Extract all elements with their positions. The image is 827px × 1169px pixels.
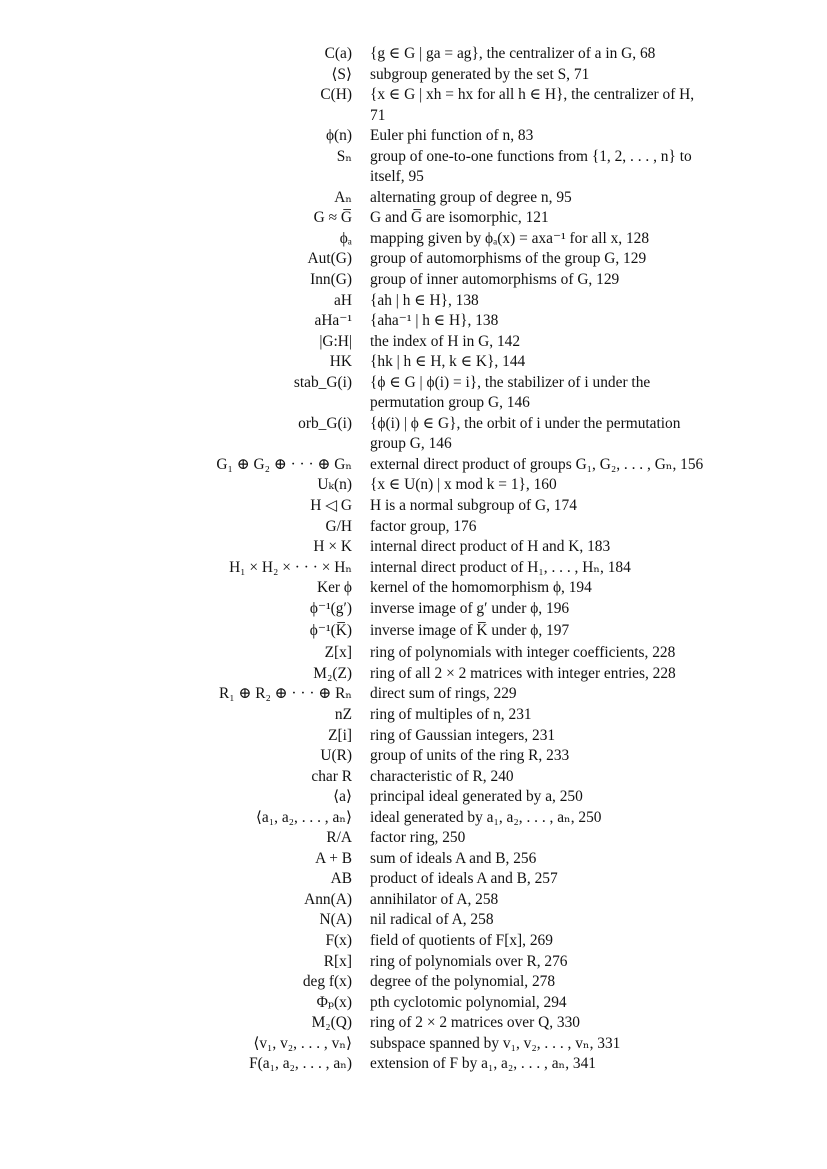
description: external direct product of groups G₁, G₂, . . . , Gₙ, 156 — [370, 455, 704, 473]
symbol-row — [0, 931, 705, 952]
symbol: Z[x] — [324, 644, 352, 662]
symbol: orb_G(i) — [298, 414, 352, 432]
symbol: ϕₐ — [339, 229, 352, 247]
description: factor ring, 250 — [370, 829, 466, 847]
symbol-row — [0, 1013, 705, 1034]
symbol-row — [0, 558, 705, 579]
symbol: ⟨v₁, v₂, . . . , vₙ⟩ — [253, 1034, 352, 1052]
symbol-row — [0, 270, 705, 291]
description: {ϕ ∈ G | ϕ(i) = i}, the stabilizer of i under the permutation group G, 146 — [370, 373, 651, 412]
symbol: R[x] — [323, 952, 352, 970]
description: product of ideals A and B, 257 — [370, 870, 558, 888]
symbol: Ann(A) — [304, 890, 352, 908]
symbol: ⟨a⟩ — [333, 788, 352, 806]
symbol: aH — [334, 291, 352, 309]
symbol-list-page — [0, 44, 827, 1075]
description: subspace spanned by v₁, v₂, . . . , vₙ, 331 — [370, 1034, 621, 1052]
symbol: deg f(x) — [302, 973, 352, 991]
symbol-row — [0, 188, 705, 209]
symbol: H ◁ G — [310, 497, 352, 515]
symbol-row — [0, 475, 705, 496]
symbol: C(a) — [324, 45, 352, 62]
symbol: ⟨S⟩ — [331, 65, 352, 83]
symbol-row — [0, 496, 705, 517]
symbol: |G:H| — [319, 332, 352, 350]
symbol: G ≈ G̅ — [313, 209, 352, 227]
symbol: F(a₁, a₂, . . . , aₙ) — [249, 1055, 352, 1073]
description: kernel of the homomorphism ϕ, 194 — [370, 579, 592, 597]
symbol: Ker ϕ — [316, 579, 352, 597]
symbol: F(x) — [325, 931, 352, 949]
symbol-row — [0, 1054, 705, 1075]
symbol: stab_G(i) — [293, 373, 352, 391]
description: ring of Gaussian integers, 231 — [370, 726, 556, 744]
symbol: Uₖ(n) — [317, 476, 352, 494]
symbol-row — [0, 208, 705, 229]
description: subgroup generated by the set S, 71 — [370, 65, 590, 83]
symbol-row — [0, 249, 705, 270]
symbol-row — [0, 808, 705, 829]
description: ring of multiples of n, 231 — [370, 705, 532, 723]
symbol-row — [0, 910, 705, 931]
symbol-row — [0, 65, 705, 86]
description: group of automorphisms of the group G, 129 — [370, 250, 647, 268]
description: extension of F by a₁, a₂, . . . , aₙ, 341 — [370, 1055, 596, 1073]
symbol-row — [0, 849, 705, 870]
description: group of units of the ring R, 233 — [370, 747, 570, 765]
symbol-row — [0, 229, 705, 250]
symbol-row — [0, 373, 705, 414]
description: ring of all 2 × 2 matrices with integer entries, 228 — [370, 664, 676, 682]
description: characteristic of R, 240 — [370, 767, 514, 785]
symbol: Aut(G) — [307, 250, 352, 268]
symbol-row — [0, 352, 705, 373]
symbol: AB — [330, 870, 352, 888]
description: degree of the polynomial, 278 — [370, 973, 556, 991]
symbol: M₂(Q) — [311, 1014, 352, 1032]
symbol: R/A — [326, 829, 352, 847]
symbol-row — [0, 332, 705, 353]
description: direct sum of rings, 229 — [370, 685, 517, 703]
description: G and G̅ are isomorphic, 121 — [370, 209, 549, 227]
symbol: M₂(Z) — [313, 664, 352, 682]
symbol: ϕ⁻¹(K̅) — [309, 622, 352, 640]
symbol: H₁ × H₂ × · · · × Hₙ — [229, 558, 352, 576]
symbol-row — [0, 619, 705, 643]
description: group of inner automorphisms of G, 129 — [370, 271, 620, 289]
symbol-table-body — [0, 44, 705, 1075]
symbol-row — [0, 126, 705, 147]
symbol: G₁ ⊕ G₂ ⊕ · · · ⊕ Gₙ — [216, 455, 352, 473]
symbol-row — [0, 767, 705, 788]
symbol-row — [0, 291, 705, 312]
description: inverse image of K̅ under ϕ, 197 — [370, 622, 570, 640]
symbol-row — [0, 537, 705, 558]
description: {x ∈ U(n) | x mod k = 1}, 160 — [370, 476, 557, 494]
symbol-row — [0, 684, 705, 705]
description: {ϕ(i) | ϕ ∈ G}, the orbit of i under the permutation group G, 146 — [370, 414, 681, 453]
symbol: A + B — [315, 849, 352, 867]
description: {aha⁻¹ | h ∈ H}, 138 — [370, 312, 499, 330]
description: internal direct product of H and K, 183 — [370, 538, 611, 556]
description: {hk | h ∈ H, k ∈ K}, 144 — [370, 353, 526, 371]
symbol-row — [0, 517, 705, 538]
symbol: N(A) — [319, 911, 352, 929]
description: sum of ideals A and B, 256 — [370, 849, 537, 867]
description: Euler phi function of n, 83 — [370, 127, 534, 145]
symbol-row — [0, 664, 705, 685]
symbol-row — [0, 890, 705, 911]
symbol: Aₙ — [334, 188, 352, 206]
symbol-row — [0, 869, 705, 890]
description: {x ∈ G | xh = hx for all h ∈ H}, the centralizer of H, 71 — [370, 86, 695, 124]
description: the index of H in G, 142 — [370, 332, 521, 350]
symbol-row — [0, 599, 705, 620]
symbol-row — [0, 828, 705, 849]
symbol-row — [0, 993, 705, 1014]
symbol: C(H) — [320, 86, 352, 104]
symbol-row — [0, 726, 705, 747]
symbol-row — [0, 1034, 705, 1055]
description: nil radical of A, 258 — [370, 911, 494, 929]
symbol-row — [0, 578, 705, 599]
symbol: ⟨a₁, a₂, . . . , aₙ⟩ — [255, 808, 352, 826]
symbol: char R — [311, 767, 352, 785]
description: ring of 2 × 2 matrices over Q, 330 — [370, 1014, 580, 1032]
symbol: HK — [329, 353, 352, 371]
symbol: ϕ⁻¹(g′) — [309, 599, 352, 617]
symbol-row — [0, 787, 705, 808]
symbol-row — [0, 972, 705, 993]
symbol: Φₚ(x) — [316, 993, 352, 1011]
symbol-row — [0, 705, 705, 726]
symbol-row — [0, 311, 705, 332]
description: group of one-to-one functions from {1, 2, . . . , n} to itself, 95 — [370, 147, 692, 186]
description: {ah | h ∈ H}, 138 — [370, 291, 479, 309]
symbol-row — [0, 643, 705, 664]
symbol-row — [0, 414, 705, 455]
description: annihilator of A, 258 — [370, 890, 499, 908]
description: alternating group of degree n, 95 — [370, 188, 572, 206]
description: internal direct product of H₁, . . . , Hₙ, 184 — [370, 558, 631, 576]
description: {g ∈ G | ga = ag}, the centralizer of a in G, 68 — [370, 45, 656, 62]
symbol: R₁ ⊕ R₂ ⊕ · · · ⊕ Rₙ — [218, 685, 352, 703]
description: inverse image of g′ under ϕ, 196 — [370, 599, 570, 617]
symbol-row — [0, 44, 705, 65]
symbol-row — [0, 746, 705, 767]
symbol-row — [0, 952, 705, 973]
description: ring of polynomials with integer coefficients, 228 — [370, 644, 676, 662]
symbol: Inn(G) — [310, 271, 352, 289]
symbol: G/H — [325, 517, 352, 535]
symbol-row — [0, 147, 705, 188]
symbol: H × K — [313, 538, 352, 556]
description: field of quotients of F[x], 269 — [370, 931, 553, 949]
symbol-row — [0, 85, 705, 126]
symbol: Sₙ — [336, 147, 352, 165]
symbol: nZ — [334, 705, 352, 723]
description: ideal generated by a₁, a₂, . . . , aₙ, 250 — [370, 808, 602, 826]
description: principal ideal generated by a, 250 — [370, 788, 583, 806]
description: factor group, 176 — [370, 517, 477, 535]
description: ring of polynomials over R, 276 — [370, 952, 568, 970]
symbol-row — [0, 455, 705, 476]
description: mapping given by ϕₐ(x) = axa⁻¹ for all x, 128 — [370, 229, 650, 247]
symbol: U(R) — [320, 747, 352, 765]
symbol: Z[i] — [328, 726, 352, 744]
symbol-table — [0, 44, 705, 1075]
description: pth cyclotomic polynomial, 294 — [370, 993, 567, 1011]
symbol: ϕ(n) — [325, 127, 352, 145]
symbol: aHa⁻¹ — [314, 312, 352, 330]
description: H is a normal subgroup of G, 174 — [370, 497, 577, 515]
